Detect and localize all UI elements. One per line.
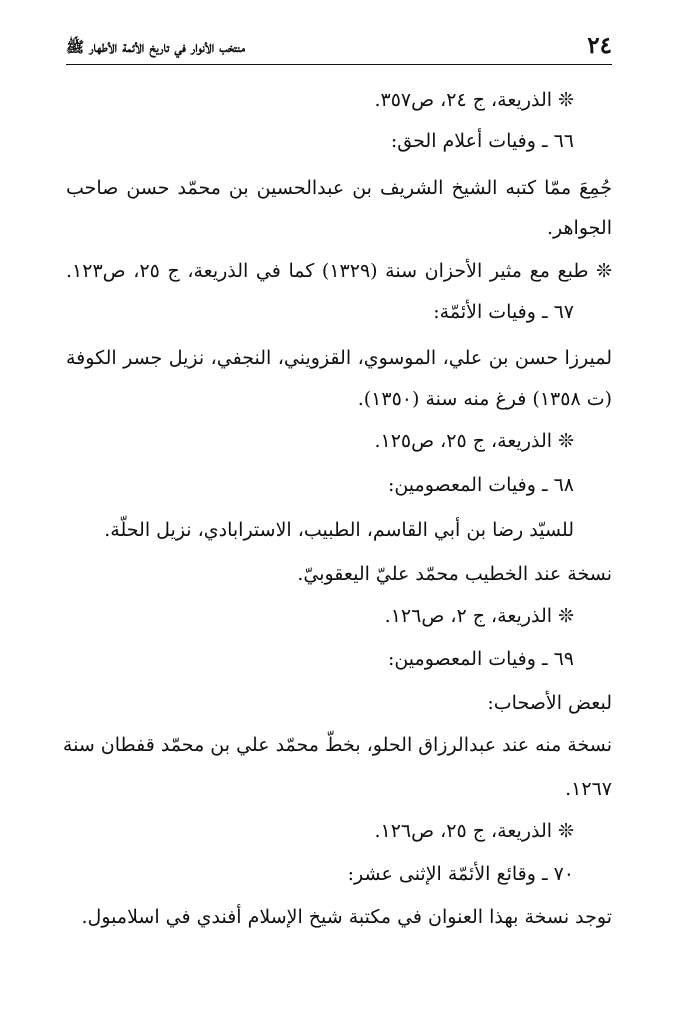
paragraph-line: لميرزا حسن بن علي، الموسوي، القزويني، النجفي، نزيل جسر الكوفة <box>66 347 612 369</box>
paragraph-line: للسيّد رضا بن أبي القاسم، الطبيب، الاسترابادي، نزيل الحلّة. <box>104 519 574 541</box>
paragraph-line: توجد نسخة بهذا العنوان في مكتبة شيخ الإسلام أفندي في اسلامبول. <box>81 906 612 928</box>
page-header <box>66 30 612 65</box>
paragraph-line: نسخة منه عند عبدالرزاق الحلو، بخطّ محمّد علي بن محمّد قفطان سنة <box>62 734 612 756</box>
entry-heading: ٦٦ ـ وفيات أعلام الحق: <box>390 130 574 152</box>
paragraph-line: ١٢٦٧. <box>565 778 612 800</box>
paragraph-line: (ت ١٣٥٨) فرغ منه سنة (١٣٥٠). <box>357 388 612 410</box>
entry-heading: ٧٠ ـ وقائع الأئمّة الإثنى عشر: <box>347 863 574 885</box>
entry-heading: ٦٨ ـ وفيات المعصومين: <box>387 474 574 496</box>
entry-heading: ٦٩ ـ وفيات المعصومين: <box>387 648 574 670</box>
entry-heading: ٦٧ ـ وفيات الأئمّة: <box>433 301 574 323</box>
reference-line: ❊ الذريعة، ج ٢، ص١٢٦. <box>384 605 574 627</box>
reference-line: ❊ الذريعة، ج ٢٥، ص١٢٦. <box>374 820 574 842</box>
running-title: منتخب الأنوار في تاريخ الأئمة الأطهار ﷺ <box>66 38 245 56</box>
reference-line: ❊ طبع مع مثير الأحزان سنة (١٣٢٩) كما في الذريعة، ج ٢٥، ص١٢٣. <box>66 260 612 282</box>
paragraph-line: نسخة عند الخطيب محمّد عليّ اليعقوبيّ. <box>297 563 612 585</box>
page-number: ٢٤ <box>587 32 612 59</box>
paragraph-line: لبعض الأصحاب: <box>487 692 612 714</box>
reference-line: ❊ الذريعة، ج ٢٤، ص٣٥٧. <box>374 89 574 111</box>
paragraph-line: جُمِعَ ممّا كتبه الشيخ الشريف بن عبدالحسين بن محمّد حسن صاحب <box>66 177 612 199</box>
reference-line: ❊ الذريعة، ج ٢٥، ص١٢٥. <box>374 430 574 452</box>
paragraph-line: الجواهر. <box>547 217 612 239</box>
